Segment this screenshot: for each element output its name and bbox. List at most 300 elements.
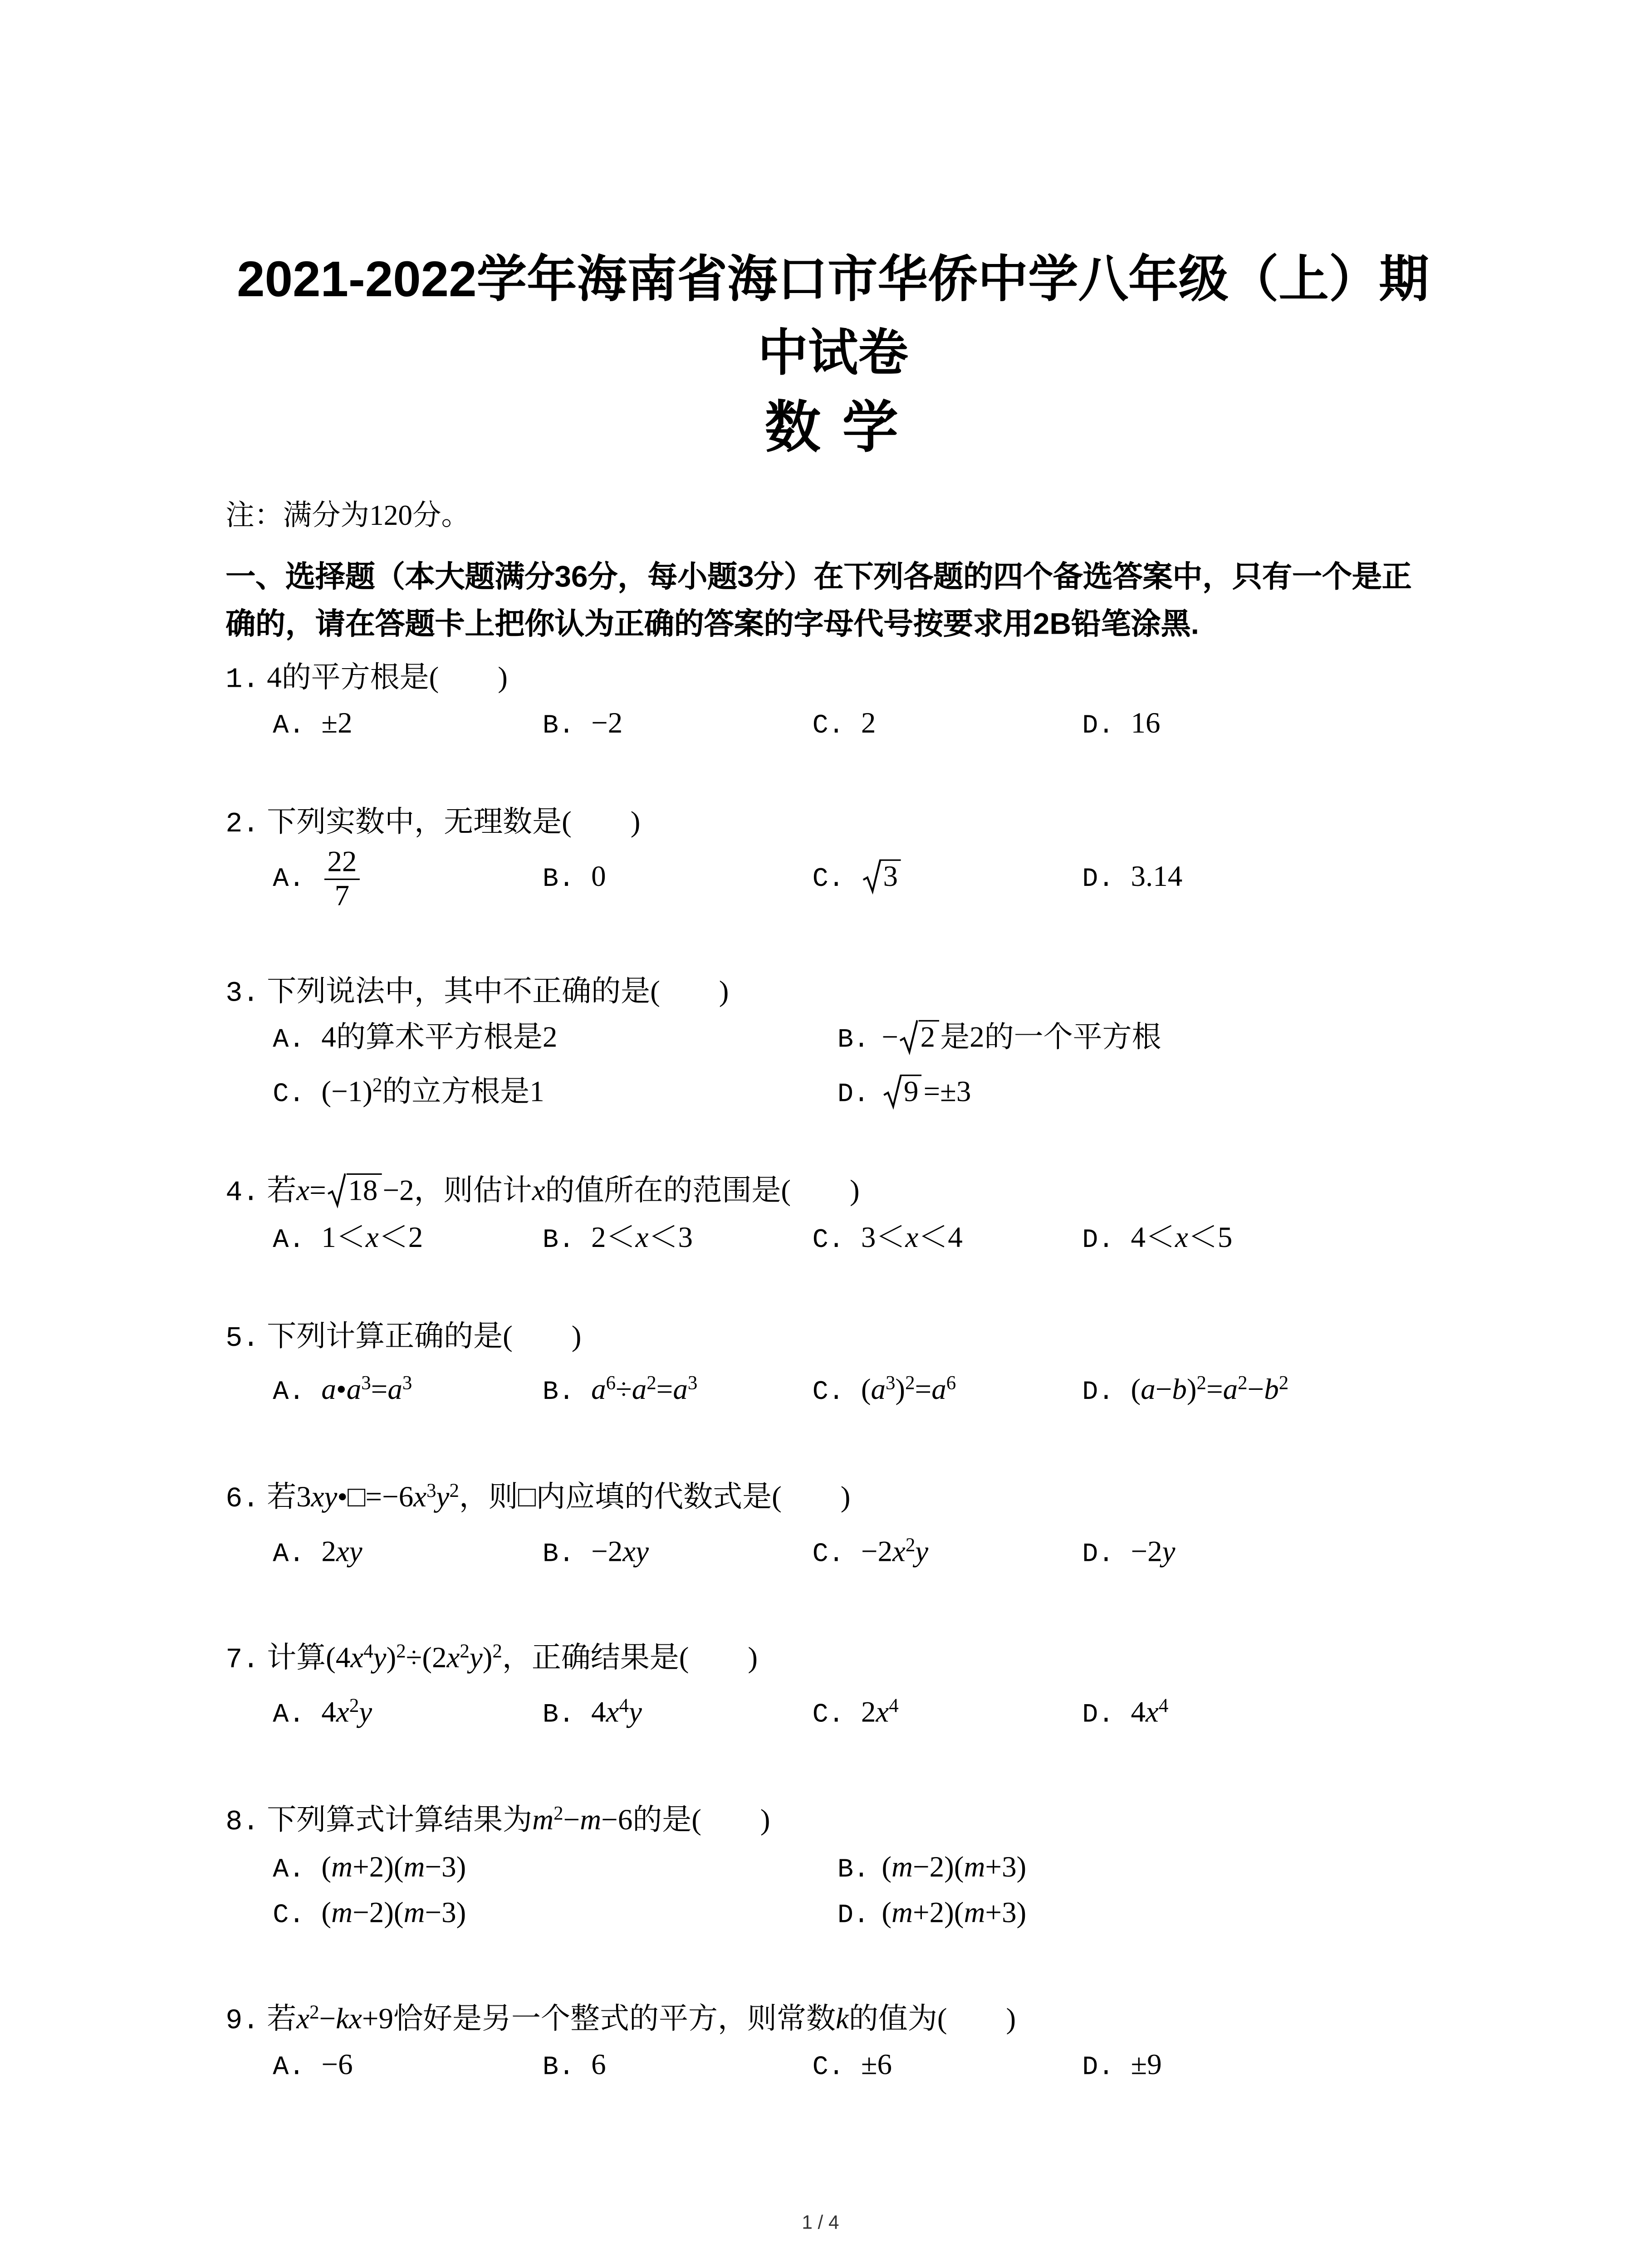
option-text: [321, 1536, 362, 1568]
text-run: −2，则估计: [382, 1175, 532, 1207]
question-number: 6.: [225, 1483, 260, 1515]
option-b: [543, 1216, 693, 1263]
math-variable: x: [296, 2003, 310, 2036]
denominator: 7: [324, 879, 360, 913]
option-label: D.: [1082, 865, 1114, 895]
text-run: 9: [904, 1076, 919, 1109]
radicand: [901, 1075, 922, 1109]
option-text: [861, 1222, 963, 1254]
option-d: [1082, 1691, 1168, 1738]
option-b: [543, 2043, 606, 2090]
option-label: A.: [273, 1026, 305, 1056]
option-d: [838, 1070, 971, 1117]
question-number: 7.: [225, 1643, 260, 1676]
option-text: [1131, 708, 1161, 740]
option-c: [273, 1070, 544, 1117]
option-label: A.: [273, 1856, 305, 1886]
question-number: 9.: [225, 2004, 260, 2038]
fraction: [324, 846, 360, 912]
option-d: [838, 1891, 1026, 1938]
superscript: 2: [905, 1371, 915, 1394]
question-stem: [267, 976, 729, 1008]
option-text: [1131, 2049, 1162, 2081]
math-variable: x: [413, 1481, 427, 1514]
question-number: 5.: [225, 1322, 260, 1355]
math-variable: xy: [336, 1536, 362, 1569]
option-text: [882, 1897, 1026, 1929]
option-text: [1131, 1696, 1169, 1729]
text-run: •: [336, 1374, 347, 1407]
option-d: [1082, 1368, 1288, 1415]
math-variable: x: [446, 1642, 460, 1675]
text-run: ): [386, 1642, 397, 1675]
math-variable: x: [350, 1642, 364, 1675]
math-variable: x: [365, 1222, 379, 1255]
text-run: 6: [591, 2049, 606, 2082]
math-variable: k: [835, 2003, 849, 2036]
option-label: A.: [273, 1226, 305, 1256]
option-label: B.: [542, 1226, 575, 1256]
math-variable: m: [892, 1897, 913, 1930]
option-text: [882, 1022, 1161, 1054]
text-run: 的立方根是1: [382, 1076, 544, 1109]
superscript: 2: [396, 1639, 406, 1662]
question-stem: [267, 807, 640, 839]
text-run: +9恰好是另一个整式的平方，则常数: [362, 2003, 836, 2036]
option-text: [321, 1022, 557, 1054]
math-variable: y: [373, 1642, 387, 1675]
math-variable: b: [1264, 1374, 1279, 1407]
text-run: 2: [861, 707, 876, 740]
superscript: 4: [889, 1694, 899, 1716]
text-run: 2: [920, 1022, 936, 1054]
option-a: [273, 2043, 353, 2090]
option-label: D.: [1082, 1701, 1114, 1731]
math-variable: x: [892, 1536, 906, 1569]
text-run: 若: [267, 2003, 297, 2036]
text-run: −: [1155, 1374, 1172, 1407]
text-run: −2)(: [912, 1851, 964, 1884]
text-run: 计算(4: [267, 1642, 351, 1675]
math-variable: y: [436, 1481, 450, 1514]
math-variable: x: [606, 1696, 619, 1729]
radicand: [918, 1020, 938, 1054]
option-c: [813, 2043, 892, 2090]
option-label: D.: [1082, 1540, 1114, 1570]
superscript: 2: [905, 1534, 916, 1556]
option-text: [861, 708, 876, 740]
text-run: 0: [591, 860, 606, 894]
text-run: 的值为( ): [848, 2003, 1016, 2036]
option-label: B.: [542, 1540, 575, 1570]
text-run: −: [1247, 1374, 1264, 1407]
math-variable: m: [580, 1804, 602, 1837]
option-b: [543, 1691, 642, 1738]
option-text: [861, 861, 903, 893]
text-run: 3＜: [861, 1222, 906, 1255]
page-number: 1 / 4: [802, 2211, 839, 2234]
text-run: −2: [591, 1536, 623, 1569]
superscript: 2: [309, 2001, 319, 2023]
superscript: 3: [886, 1371, 896, 1394]
radical-sign: [883, 1075, 901, 1109]
option-d: [1082, 2043, 1161, 2090]
text-run: =: [1206, 1374, 1223, 1407]
option-text: [321, 1852, 466, 1884]
option-text: [321, 1696, 372, 1729]
question-stem: [267, 1804, 770, 1837]
text-run: 若: [267, 1175, 297, 1207]
math-variable: xy: [311, 1481, 338, 1514]
option-text: [1131, 1222, 1233, 1254]
option-text: [321, 1076, 544, 1108]
text-run: ÷: [616, 1374, 632, 1407]
option-text: [1131, 861, 1183, 893]
math-variable: x: [1175, 1222, 1188, 1255]
math-variable: kx: [336, 2003, 362, 2036]
math-variable: m: [403, 1851, 425, 1884]
square-root: [328, 1173, 381, 1207]
text-run: 16: [1131, 707, 1161, 740]
math-variable: y: [628, 1696, 642, 1729]
question-stem: [267, 662, 508, 694]
square-root: [900, 1020, 939, 1054]
option-d: [1082, 840, 1182, 917]
text-run: −2: [591, 707, 623, 740]
option-text: [591, 1371, 698, 1407]
question-stem: [267, 1639, 758, 1675]
option-label: D.: [837, 1901, 870, 1931]
question-stem-row: [225, 1636, 758, 1680]
math-variable: m: [331, 1851, 353, 1884]
text-run: 2: [321, 1536, 336, 1569]
option-a: [273, 1368, 412, 1415]
text-run: +3): [985, 1851, 1027, 1884]
text-run: •□=−6: [337, 1481, 414, 1514]
radical-sign: [328, 1173, 346, 1207]
question-stem: [267, 2003, 1016, 2035]
option-b: [543, 1368, 697, 1415]
option-d: [1082, 1216, 1232, 1263]
text-run: 1＜: [321, 1222, 366, 1255]
text-run: 2＜: [591, 1222, 636, 1255]
math-variable: x: [876, 1696, 889, 1729]
text-run: −6的是( ): [601, 1804, 770, 1837]
text-run: −: [319, 2003, 336, 2036]
text-run: (: [882, 1851, 892, 1884]
text-run: −3): [425, 1897, 466, 1930]
option-label: C.: [273, 1080, 305, 1110]
superscript: 2: [449, 1479, 459, 1501]
question-number: 8.: [225, 1805, 260, 1838]
math-variable: m: [403, 1897, 425, 1930]
question-number: 2.: [225, 807, 260, 841]
option-label: C.: [812, 1226, 844, 1256]
question-number: 3.: [225, 977, 260, 1010]
option-d: [1082, 1530, 1175, 1577]
option-a: [273, 840, 362, 917]
text-run: 4: [321, 1696, 336, 1729]
text-run: −: [563, 1804, 580, 1837]
option-label: C.: [812, 865, 844, 895]
option-label: D.: [1082, 1226, 1114, 1256]
question-stem-row: [225, 801, 640, 845]
option-text: [861, 1371, 956, 1407]
radical-sign: [900, 1020, 918, 1054]
option-a: [273, 1530, 362, 1577]
question-stem-row: [225, 1997, 1016, 2041]
superscript: 2: [349, 1694, 359, 1716]
text-run: ±2: [321, 707, 353, 740]
option-label: A.: [273, 1540, 305, 1570]
option-text: [591, 2049, 606, 2081]
text-run: −6: [321, 2049, 353, 2082]
math-variable: a: [591, 1374, 606, 1407]
question-stem-row: [225, 656, 508, 700]
option-label: C.: [812, 1701, 844, 1731]
math-variable: xy: [622, 1536, 649, 1569]
superscript: 6: [606, 1371, 616, 1394]
text-run: 4的算术平方根是2: [321, 1022, 558, 1054]
text-run: 下列实数中，无理数是( ): [267, 806, 641, 839]
superscript: 4: [1158, 1694, 1169, 1716]
option-label: A.: [273, 1378, 305, 1408]
option-label: A.: [273, 1701, 305, 1731]
question-stem: [267, 1481, 850, 1514]
option-label: A.: [273, 865, 305, 895]
text-run: 下列说法中，其中不正确的是( ): [267, 976, 729, 1008]
option-label: D.: [1082, 712, 1114, 742]
math-variable: a: [1141, 1374, 1156, 1407]
superscript: 2: [1238, 1371, 1248, 1394]
text-run: =: [915, 1374, 932, 1407]
option-text: [321, 1897, 466, 1929]
text-run: ＜3: [648, 1222, 693, 1255]
option-label: B.: [837, 1026, 870, 1056]
math-variable: m: [532, 1804, 554, 1837]
option-label: C.: [812, 2053, 844, 2083]
option-label: C.: [273, 1901, 305, 1931]
square-root: [883, 1075, 922, 1109]
subject-title: 数 学: [764, 398, 901, 460]
text-run: =: [309, 1175, 326, 1207]
option-label: B.: [837, 1856, 870, 1886]
text-run: (: [321, 1851, 332, 1884]
text-run: 若3: [267, 1481, 311, 1514]
superscript: 2: [554, 1802, 563, 1824]
math-variable: y: [915, 1536, 929, 1569]
math-variable: m: [964, 1851, 985, 1884]
superscript: 2: [372, 1074, 382, 1096]
text-run: +3): [985, 1897, 1027, 1930]
option-text: [321, 708, 352, 740]
option-label: D.: [1082, 1378, 1114, 1408]
text-run: 3.14: [1131, 860, 1183, 894]
superscript: 4: [619, 1694, 629, 1716]
math-variable: x: [532, 1175, 545, 1207]
math-variable: b: [1172, 1374, 1187, 1407]
text-run: +2)(: [353, 1851, 404, 1884]
text-run: ÷(2: [406, 1642, 447, 1675]
math-variable: y: [469, 1642, 483, 1675]
superscript: 6: [946, 1371, 956, 1394]
superscript: 2: [460, 1639, 470, 1662]
option-label: A.: [273, 2053, 305, 2083]
text-run: −: [882, 1022, 898, 1054]
option-b: [838, 1846, 1026, 1893]
text-run: ＜5: [1188, 1222, 1233, 1255]
exam-title: 2021-2022学年海南省海口市华侨中学八年级（上）期中试卷: [237, 252, 1429, 382]
option-label: D.: [1082, 2053, 1114, 2083]
text-run: (: [321, 1897, 332, 1930]
math-variable: x: [1146, 1696, 1159, 1729]
text-run: 的值所在的范围是( ): [545, 1175, 860, 1207]
option-a: [273, 1691, 372, 1738]
option-a: [273, 702, 352, 749]
option-d: [1082, 702, 1160, 749]
math-variable: x: [296, 1175, 310, 1207]
math-variable: m: [964, 1897, 985, 1930]
superscript: 2: [1196, 1371, 1206, 1394]
question-stem: [267, 1321, 581, 1353]
option-text: [861, 1536, 928, 1568]
option-c: [813, 1216, 963, 1263]
text-run: ): [1186, 1374, 1197, 1407]
math-variable: a: [1223, 1374, 1238, 1407]
text-run: (: [882, 1897, 892, 1930]
option-c: [813, 840, 903, 917]
text-run: −2)(: [353, 1897, 404, 1930]
text-run: 4的平方根是( ): [267, 662, 508, 694]
option-b: [543, 1530, 649, 1577]
superscript: 3: [361, 1371, 371, 1394]
text-run: −3): [425, 1851, 466, 1884]
question-number: 1.: [225, 663, 260, 696]
option-label: B.: [542, 2053, 575, 2083]
option-label: C.: [812, 712, 844, 742]
option-c: [813, 702, 876, 749]
option-b: [543, 840, 606, 917]
section-heading: 一、选择题（本大题满分36分，每小题3分）在下列各题的四个备选答案中，只有一个是正确的，请在答题卡上把你认为正确的答案的字母代号按要求用2B铅笔涂黑.: [225, 562, 1412, 641]
option-label: B.: [542, 1701, 575, 1731]
text-run: =±3: [923, 1076, 971, 1109]
text-run: 2: [861, 1696, 876, 1729]
text-run: =: [656, 1374, 673, 1407]
option-label: B.: [542, 865, 575, 895]
superscript: 2: [492, 1639, 502, 1662]
option-text: [882, 1076, 971, 1108]
option-text: [861, 1696, 899, 1729]
option-a: [273, 1016, 557, 1063]
text-run: −2: [1131, 1536, 1162, 1569]
option-text: [882, 1852, 1026, 1884]
option-label: C.: [812, 1378, 844, 1408]
option-text: [591, 708, 622, 740]
math-variable: y: [359, 1696, 372, 1729]
math-variable: x: [905, 1222, 919, 1255]
text-run: 4: [1131, 1696, 1146, 1729]
text-run: (−1): [321, 1076, 372, 1109]
math-variable: a: [346, 1374, 362, 1407]
superscript: 3: [687, 1371, 698, 1394]
question-stem-row: [225, 1315, 581, 1359]
text-run: 是2的一个平方根: [940, 1022, 1161, 1054]
text-run: ，正确结果是( ): [502, 1642, 758, 1675]
text-run: 4＜: [1131, 1222, 1176, 1255]
text-run: 18: [348, 1175, 378, 1207]
text-run: 3: [883, 860, 898, 894]
math-variable: a: [931, 1374, 946, 1407]
math-variable: a: [673, 1374, 688, 1407]
question-stem: [267, 1175, 860, 1207]
option-text: [321, 2049, 353, 2081]
text-run: ±6: [861, 2049, 892, 2082]
option-label: A.: [273, 712, 305, 742]
math-variable: a: [321, 1374, 336, 1407]
text-run: 下列计算正确的是( ): [267, 1320, 582, 1354]
option-label: B.: [542, 1378, 575, 1408]
text-run: (: [1131, 1374, 1141, 1407]
math-variable: a: [871, 1374, 886, 1407]
radicand: [346, 1173, 381, 1207]
math-variable: a: [632, 1374, 647, 1407]
math-variable: y: [1162, 1536, 1176, 1569]
option-c: [813, 1530, 929, 1577]
score-note: 注：满分为120分。: [225, 501, 470, 533]
option-text: [1131, 1371, 1289, 1407]
text-run: ±9: [1131, 2049, 1162, 2082]
option-text: [321, 846, 362, 913]
text-run: ＜4: [918, 1222, 963, 1255]
text-run: ): [895, 1374, 906, 1407]
superscript: 2: [1279, 1371, 1289, 1394]
option-label: C.: [812, 1540, 844, 1570]
numerator: 22: [327, 846, 357, 879]
math-variable: a: [387, 1374, 402, 1407]
text-run: +2)(: [912, 1897, 964, 1930]
option-c: [273, 1891, 466, 1938]
superscript: 3: [402, 1371, 412, 1394]
text-run: ，则□内应填的代数式是( ): [459, 1481, 851, 1514]
text-run: ): [482, 1642, 493, 1675]
question-stem-row: [225, 970, 729, 1014]
option-label: D.: [837, 1080, 870, 1110]
math-variable: m: [331, 1897, 353, 1930]
option-text: [321, 1371, 412, 1407]
question-number: 4.: [225, 1176, 260, 1209]
text-run: (: [861, 1374, 871, 1407]
option-text: [591, 861, 606, 893]
text-run: ＜2: [378, 1222, 423, 1255]
text-run: 4: [591, 1696, 606, 1729]
question-stem-row: [225, 1476, 850, 1520]
math-variable: x: [336, 1696, 349, 1729]
option-b: [838, 1016, 1161, 1063]
option-text: [861, 2049, 892, 2081]
option-c: [813, 1368, 956, 1415]
option-text: [1131, 1536, 1176, 1568]
math-variable: m: [892, 1851, 913, 1884]
radicand: [881, 860, 901, 894]
superscript: 2: [647, 1371, 656, 1394]
superscript: 4: [363, 1639, 373, 1662]
text-run: −2: [861, 1536, 892, 1569]
text-run: =: [371, 1374, 388, 1407]
option-a: [273, 1216, 423, 1263]
superscript: 3: [426, 1479, 436, 1501]
option-b: [543, 702, 622, 749]
option-label: B.: [542, 712, 575, 742]
